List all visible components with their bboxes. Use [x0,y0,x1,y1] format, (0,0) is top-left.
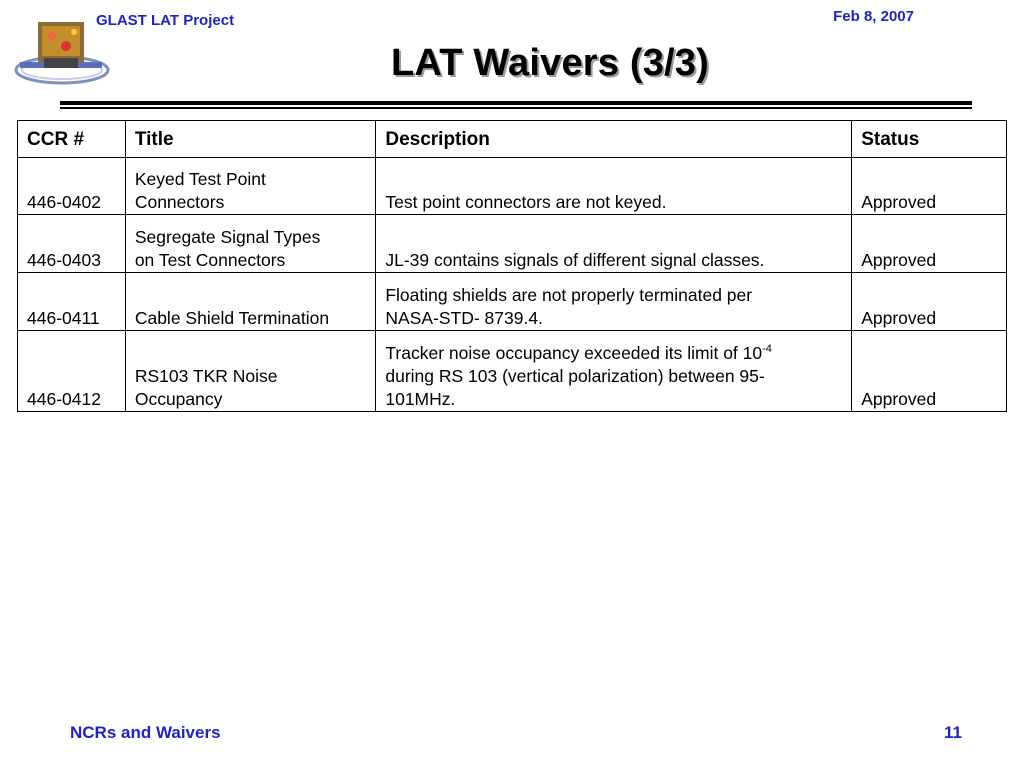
status-cell: Approved [852,331,1007,412]
waivers-table [17,120,1007,412]
description-line: NASA-STD- 8739.4. [385,308,543,328]
title-line: Cable Shield Termination [134,308,330,328]
title-line: Keyed Test Point [134,169,266,189]
title-cell [125,158,376,215]
description-cell [376,215,852,273]
glast-satellite-logo [14,18,114,86]
slide-title: LAT Waivers (3/3) [390,42,710,84]
table-row [18,273,1007,331]
table-row [18,215,1007,273]
status-cell: Approved [852,215,1007,273]
description-line: JL-39 contains signals of different signal classes. [385,250,765,270]
title-rule-thick [60,101,972,105]
description-line: during RS 103 (vertical polarization) between 95- [385,366,765,386]
description-cell [376,331,852,412]
title-cell [125,331,376,412]
status-cell: Approved [852,158,1007,215]
ccr-cell: 446-0412 [18,331,126,412]
ccr-cell: 446-0403 [18,215,126,273]
slide-date: Feb 8, 2007 [833,8,914,25]
title-line: RS103 TKR Noise [134,366,278,386]
description-cell [376,273,852,331]
title-line: Occupancy [134,389,223,409]
title-line: Segregate Signal Types [134,227,321,247]
ccr-cell: 446-0402 [18,158,126,215]
description-cell [376,158,852,215]
page-number: 11 [944,723,962,742]
description-line: Test point connectors are not keyed. [385,192,667,212]
exponent: -4 [762,343,772,356]
title-cell [125,215,376,273]
title-line: on Test Connectors [134,250,286,270]
title-cell [125,273,376,331]
column-header-ccr: CCR # [18,121,126,158]
footer-section: NCRs and Waivers [70,723,221,742]
table-row [18,331,1007,412]
column-header-description: Description [376,121,852,158]
title-line: Connectors [134,192,225,212]
description-line: Floating shields are not properly terminated per [385,285,753,305]
description-line: Tracker noise occupancy exceeded its limit of 10 [385,343,763,363]
title-rule-thin [60,107,972,109]
description-line: 101MHz. [385,389,456,409]
table-row [18,158,1007,215]
column-header-title: Title [125,121,376,158]
column-header-status: Status [852,121,1007,158]
project-name: GLAST LAT Project [96,12,235,29]
status-cell: Approved [852,273,1007,331]
ccr-cell: 446-0411 [18,273,126,331]
table-header-row [18,121,1007,158]
